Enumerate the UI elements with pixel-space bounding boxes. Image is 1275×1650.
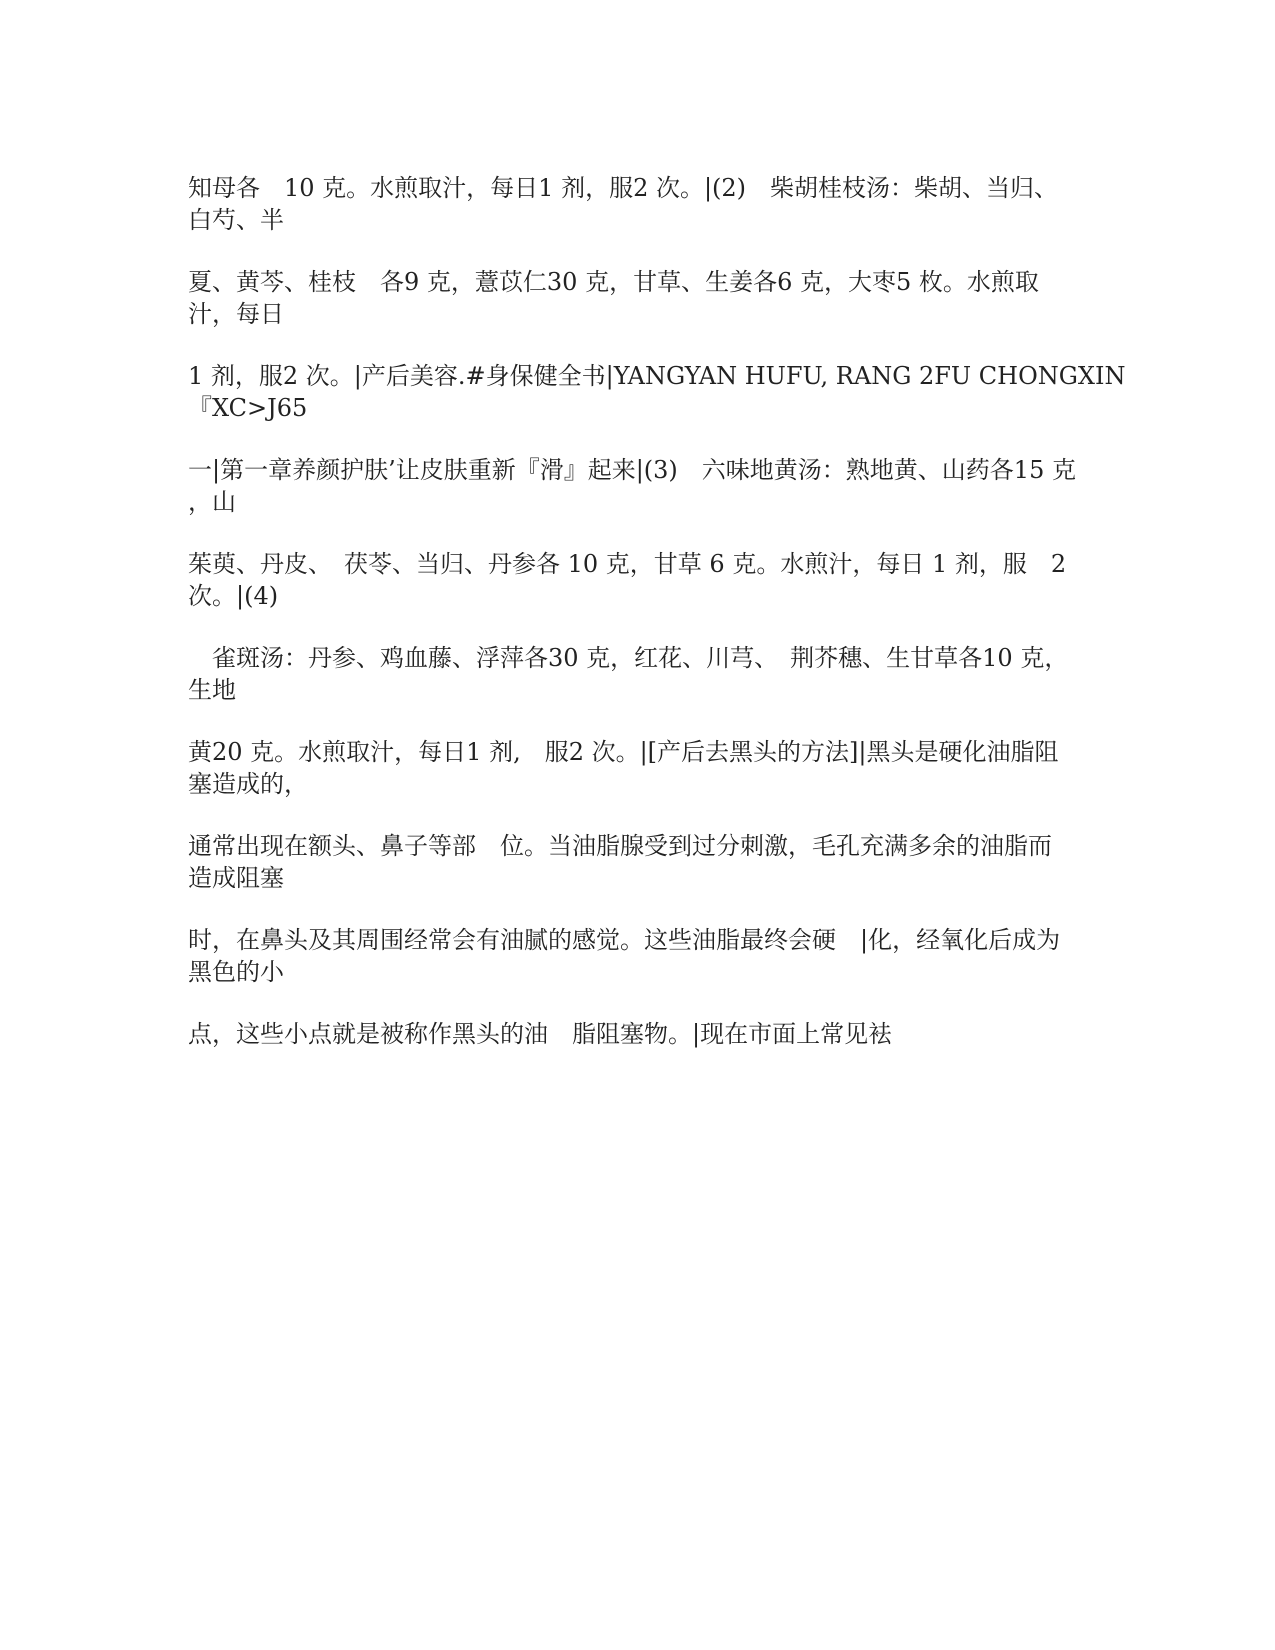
document-body <box>188 172 1128 1080</box>
paragraph-10: 点，这些小点就是被称作黑头的油 脂阻塞物。|现在市面上常见袪 <box>188 1020 893 1048</box>
paragraph-5: 茱萸、丹皮、 茯苓、当归、丹参各 10 克，甘草 6 克。水煎汁，每日 1 剂，服 2 次。|(4) <box>188 550 1067 610</box>
paragraph-9: 时，在鼻头及其周围经常会有油腻的感觉。这些油脂最终会硬 |化，经氧化后成为 黑色的小 <box>188 926 1061 986</box>
paragraph-2: 夏、黄芩、桂枝 各9 克，薏苡仁30 克，甘草、生姜各6 克，大枣5 枚。水煎取 汁，每日 <box>188 268 1039 328</box>
paragraph-3: 1 剂，服2 次。|产后美容.#身保健全书|YANGYAN HUFU, RANG 2FU CHONGXIN 『XC>J65 <box>188 362 1126 422</box>
paragraph-4: 一|第一章养颜护肤’让皮肤重新『滑』起来|(3) 六味地黄汤：熟地黄、山药各15 克 ，山 <box>188 456 1076 516</box>
paragraph-7: 黄20 克。水煎取汁，每日1 剂, 服2 次。|[产后去黑头的方法]|黑头是硬化油脂阻 塞造成的， <box>188 738 1059 798</box>
paragraph-8: 通常出现在额头、鼻子等部 位。当油脂腺受到过分刺激，毛孔充满多余的油脂而 造成阻塞 <box>188 832 1052 892</box>
paragraph-1: 知母各 10 克。水煎取汁，每日1 剂，服2 次。|(2) 柴胡桂枝汤：柴胡、当归、 白芍、半 <box>188 174 1059 234</box>
paragraph-6: 雀斑汤：丹参、鸡血藤、浮萍各30 克，红花、川芎、 荆芥穗、生甘草各10 克， 生地 <box>188 644 1069 704</box>
